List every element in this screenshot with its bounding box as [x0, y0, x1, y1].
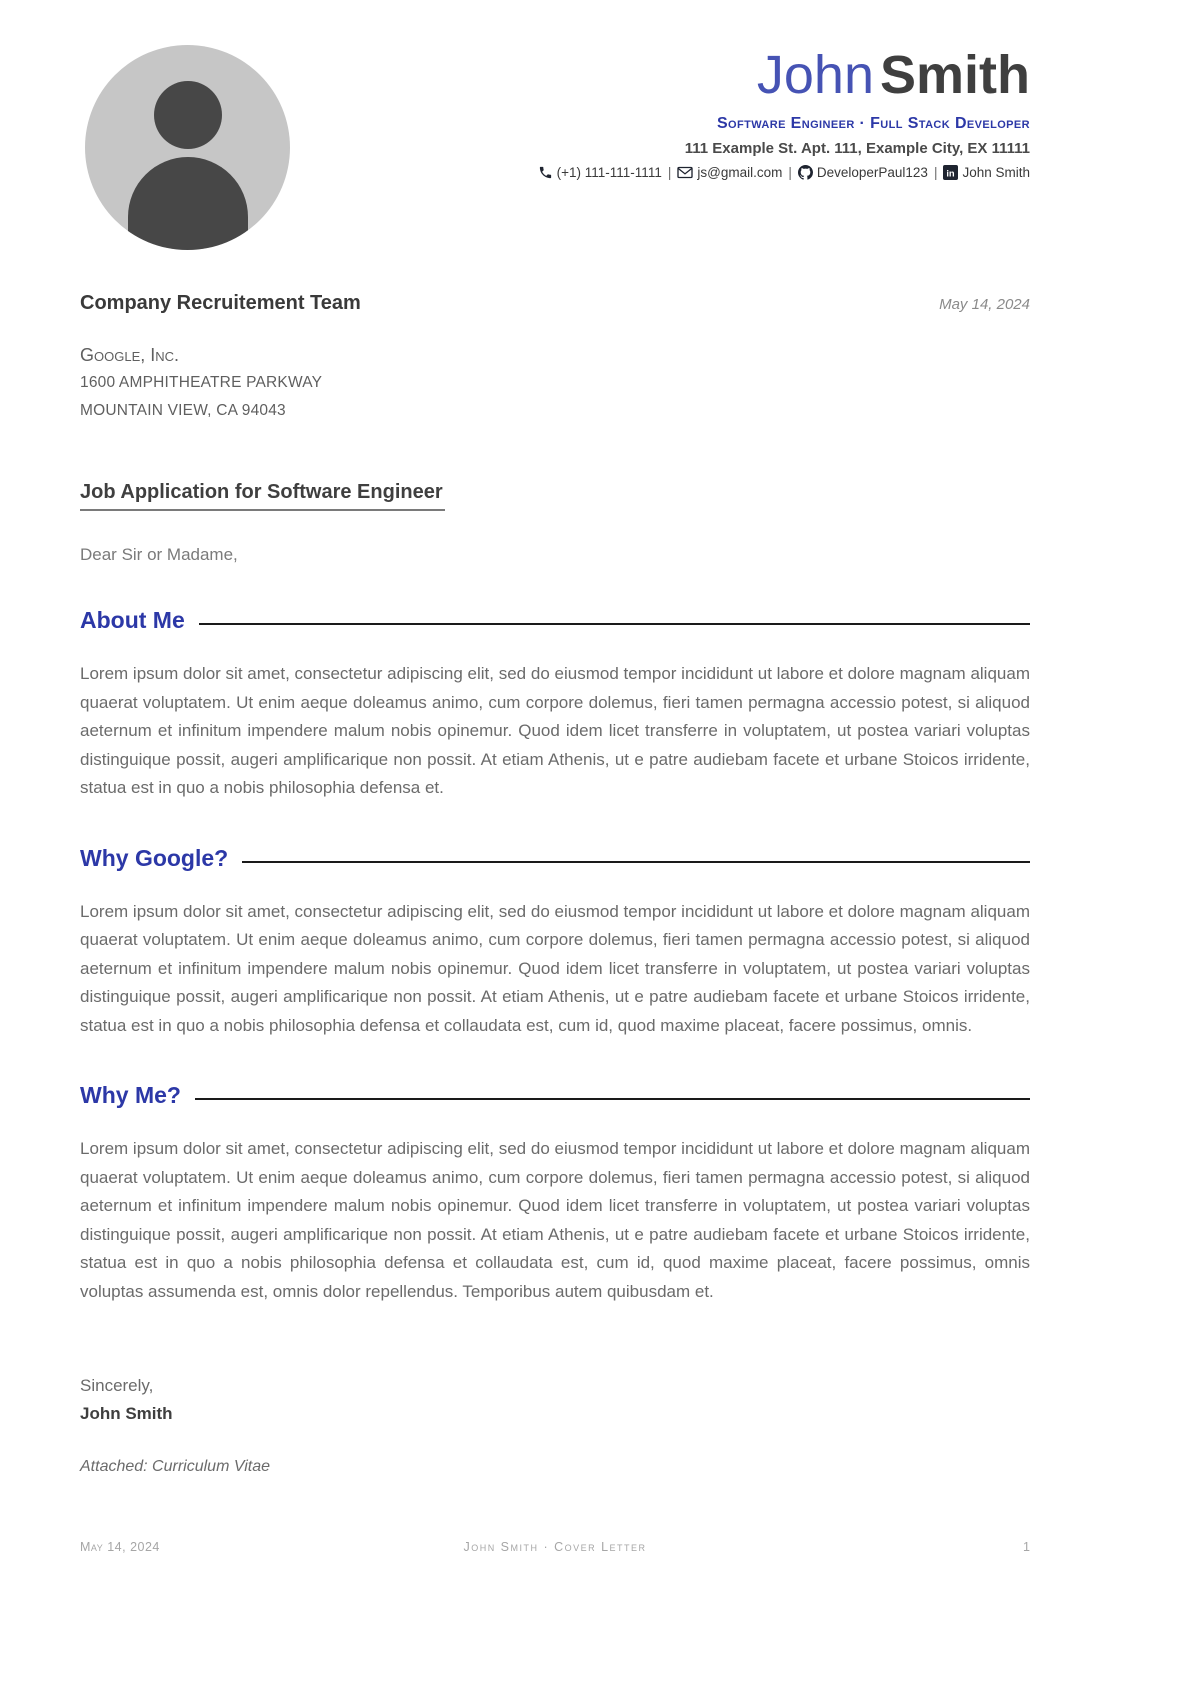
section-body: Lorem ipsum dolor sit amet, consectetur adipiscing elit, sed do eiusmod tempor incididunt ut labore et dolore magnam aliquam quaerat voluptatem. Ut enim aeque doleamus animo, cum corpore dolemus, fieri tamen permagna accessio potest, si aliquod aeternum et infinitum impendere malum nobis opinemur. Quod idem licet transferre in voluptatem, ut postea variari voluptas distinguique possit, augeri amplificarique non possit. At etiam Athenis, ut e patre audiebam facete et urbane Stoicos irridente, statua est in quo a nobis philosophia defensa et collaudata est, cum id, quod maxime placeat, facere possimus, omnis. — [80, 901, 1030, 1035]
last-name: Smith — [879, 45, 1030, 105]
section-rule — [199, 623, 1030, 625]
section-rule — [195, 1098, 1030, 1100]
sender-address: 111 Example St. Apt. 111, Example City, EX 11111 — [684, 140, 1030, 157]
svg-text:in: in — [946, 168, 956, 179]
github-handle: DeveloperPaul123 — [816, 165, 928, 180]
recipient-address-block — [80, 341, 1030, 425]
github-icon — [798, 165, 813, 180]
section-rule — [242, 861, 1030, 863]
phone-number: (+1) 111-111-1111 — [556, 165, 662, 180]
job-tagline: Software Engineer · Full Stack Developer — [716, 115, 1030, 132]
subject-wrap — [80, 481, 1030, 511]
linkedin-icon — [943, 165, 958, 180]
separator: | — [933, 165, 938, 180]
header — [80, 45, 1030, 250]
closing-block — [80, 1372, 1030, 1428]
linkedin-link[interactable] — [943, 165, 1030, 180]
section-body: Lorem ipsum dolor sit amet, consectetur adipiscing elit, sed do eiusmod tempor incididunt ut labore et dolore magnam aliquam quaerat voluptatem. Ut enim aeque doleamus animo, cum corpore dolemus, fieri tamen permagna accessio potest, si aliquod aeternum et infinitum impendere malum nobis opinemur. Quod idem licet transferre in voluptatem, ut postea variari voluptas distinguique possit, augeri amplificarique non possit. At etiam Athenis, ut e patre audiebam facete et urbane Stoicos irridente, statua est in quo a nobis philosophia defensa et collaudata est, cum id, quod maxime placeat, facere possimus, omnis voluptas assumenda est, omnis dolor repellendus. Temporibus autem quibusdam et. — [80, 1139, 1030, 1301]
email-address: js@gmail.com — [697, 165, 783, 180]
footer-page-number: 1 — [1023, 1540, 1030, 1554]
section-head-why-me — [80, 1080, 1030, 1110]
contact-line — [538, 165, 1030, 180]
email-link[interactable] — [677, 165, 782, 180]
separator: | — [788, 165, 792, 180]
phone-icon — [538, 165, 553, 180]
footer-date: May 14, 2024 — [80, 1540, 160, 1554]
avatar — [85, 45, 290, 250]
section-head-about-me — [80, 605, 1030, 635]
avatar-shoulders-silhouette — [128, 157, 248, 250]
section-head-why-google — [80, 843, 1030, 873]
letter-date: May 14, 2024 — [939, 296, 1030, 313]
page-footer — [80, 1540, 1030, 1554]
letter-subject: Job Application for Software Engineer — [80, 481, 445, 511]
footer-document-title: John Smith · Cover Letter — [463, 1540, 647, 1554]
closing-text: Sincerely, — [80, 1376, 154, 1395]
company-address-line-2: MOUNTAIN VIEW, CA 94043 — [80, 402, 286, 419]
attachment-note: Attached: Curriculum Vitae — [80, 1458, 271, 1475]
company-name: Google, Inc. — [80, 345, 180, 365]
github-link[interactable] — [798, 165, 928, 180]
salutation: Dear Sir or Madame, — [80, 545, 238, 564]
section-title: About Me — [80, 607, 185, 633]
envelope-icon — [677, 166, 693, 179]
first-name: John — [756, 45, 874, 105]
separator: | — [667, 165, 672, 180]
signature-name: John Smith — [80, 1404, 173, 1423]
linkedin-name: John Smith — [962, 165, 1030, 180]
page-title — [538, 45, 1030, 105]
company-address-line-1: 1600 AMPHITHEATRE PARKWAY — [80, 374, 323, 391]
recipient-row — [80, 292, 1030, 315]
header-text — [538, 45, 1030, 180]
section-body: Lorem ipsum dolor sit amet, consectetur adipiscing elit, sed do eiusmod tempor incididunt ut labore et dolore magnam aliquam quaerat voluptatem. Ut enim aeque doleamus animo, cum corpore dolemus, fieri tamen permagna accessio potest, si aliquod aeternum et infinitum impendere malum nobis opinemur. Quod idem licet transferre in voluptatem, ut postea variari voluptas distinguique possit, augeri amplificarique non possit. At etiam Athenis, ut e patre audiebam facete et urbane Stoicos irridente, statua est in quo a nobis philosophia defensa et. — [80, 664, 1030, 797]
phone-link[interactable] — [538, 165, 662, 180]
section-title: Why Me? — [80, 1082, 181, 1108]
recipient-name: Company Recruitement Team — [80, 292, 361, 314]
avatar-head-silhouette — [154, 81, 222, 149]
section-title: Why Google? — [80, 844, 229, 871]
